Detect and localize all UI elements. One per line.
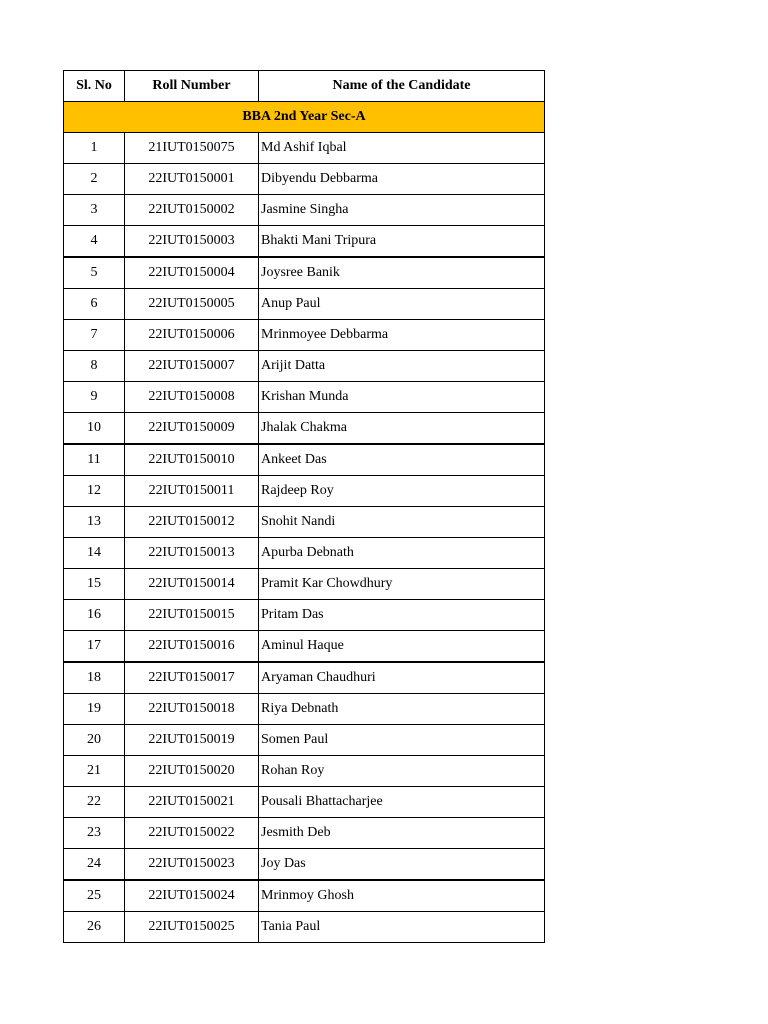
row-candidate-name: Pousali Bhattacharjee [259, 787, 545, 818]
table-row [64, 507, 545, 538]
row-roll-number: 22IUT0150001 [125, 164, 259, 195]
section-row [64, 102, 545, 133]
row-sl-no: 10 [64, 413, 125, 445]
table-row [64, 849, 545, 881]
row-roll-number: 22IUT0150020 [125, 756, 259, 787]
table-row [64, 382, 545, 413]
table-row [64, 413, 545, 445]
row-sl-no: 22 [64, 787, 125, 818]
row-roll-number: 22IUT0150011 [125, 476, 259, 507]
table-row [64, 195, 545, 226]
header-row [64, 71, 545, 102]
table-row [64, 538, 545, 569]
row-candidate-name: Ankeet Das [259, 444, 545, 476]
row-sl-no: 12 [64, 476, 125, 507]
table-row [64, 320, 545, 351]
row-sl-no: 15 [64, 569, 125, 600]
row-roll-number: 22IUT0150022 [125, 818, 259, 849]
table-row [64, 787, 545, 818]
row-sl-no: 19 [64, 694, 125, 725]
row-sl-no: 26 [64, 912, 125, 943]
table-row [64, 569, 545, 600]
table-row [64, 694, 545, 725]
row-candidate-name: Aryaman Chaudhuri [259, 662, 545, 694]
row-candidate-name: Somen Paul [259, 725, 545, 756]
row-roll-number: 22IUT0150018 [125, 694, 259, 725]
row-candidate-name: Rohan Roy [259, 756, 545, 787]
row-roll-number: 22IUT0150013 [125, 538, 259, 569]
row-roll-number: 22IUT0150012 [125, 507, 259, 538]
table-row [64, 164, 545, 195]
row-roll-number: 22IUT0150024 [125, 880, 259, 912]
row-roll-number: 22IUT0150002 [125, 195, 259, 226]
row-roll-number: 22IUT0150006 [125, 320, 259, 351]
table-row [64, 476, 545, 507]
row-roll-number: 22IUT0150017 [125, 662, 259, 694]
row-candidate-name: Mrinmoyee Debbarma [259, 320, 545, 351]
row-roll-number: 22IUT0150005 [125, 289, 259, 320]
table-row [64, 756, 545, 787]
row-roll-number: 22IUT0150004 [125, 257, 259, 289]
row-candidate-name: Anup Paul [259, 289, 545, 320]
row-candidate-name: Jasmine Singha [259, 195, 545, 226]
row-roll-number: 22IUT0150023 [125, 849, 259, 881]
table-row [64, 226, 545, 258]
row-roll-number: 22IUT0150008 [125, 382, 259, 413]
row-sl-no: 11 [64, 444, 125, 476]
row-candidate-name: Joysree Banik [259, 257, 545, 289]
row-sl-no: 13 [64, 507, 125, 538]
row-candidate-name: Jesmith Deb [259, 818, 545, 849]
row-sl-no: 21 [64, 756, 125, 787]
row-candidate-name: Jhalak Chakma [259, 413, 545, 445]
row-sl-no: 23 [64, 818, 125, 849]
table-body [64, 102, 545, 943]
row-sl-no: 16 [64, 600, 125, 631]
table-row [64, 725, 545, 756]
row-roll-number: 22IUT0150014 [125, 569, 259, 600]
row-candidate-name: Joy Das [259, 849, 545, 881]
table-row [64, 662, 545, 694]
row-sl-no: 5 [64, 257, 125, 289]
header-candidate-name: Name of the Candidate [259, 71, 545, 102]
section-title: BBA 2nd Year Sec-A [64, 102, 545, 133]
row-roll-number: 22IUT0150021 [125, 787, 259, 818]
row-roll-number: 22IUT0150019 [125, 725, 259, 756]
candidate-table [63, 70, 545, 943]
row-sl-no: 3 [64, 195, 125, 226]
row-sl-no: 24 [64, 849, 125, 881]
row-candidate-name: Snohit Nandi [259, 507, 545, 538]
row-candidate-name: Bhakti Mani Tripura [259, 226, 545, 258]
table-row [64, 818, 545, 849]
row-candidate-name: Riya Debnath [259, 694, 545, 725]
row-roll-number: 21IUT0150075 [125, 133, 259, 164]
row-sl-no: 6 [64, 289, 125, 320]
row-sl-no: 25 [64, 880, 125, 912]
row-candidate-name: Apurba Debnath [259, 538, 545, 569]
row-sl-no: 7 [64, 320, 125, 351]
row-candidate-name: Mrinmoy Ghosh [259, 880, 545, 912]
table-row [64, 289, 545, 320]
table-row [64, 133, 545, 164]
table-row [64, 880, 545, 912]
table-row [64, 257, 545, 289]
header-sl-no: Sl. No [64, 71, 125, 102]
row-candidate-name: Aminul Haque [259, 631, 545, 663]
table-row [64, 600, 545, 631]
row-roll-number: 22IUT0150010 [125, 444, 259, 476]
row-candidate-name: Tania Paul [259, 912, 545, 943]
row-candidate-name: Pritam Das [259, 600, 545, 631]
row-candidate-name: Dibyendu Debbarma [259, 164, 545, 195]
row-roll-number: 22IUT0150009 [125, 413, 259, 445]
table-row [64, 912, 545, 943]
row-candidate-name: Arijit Datta [259, 351, 545, 382]
table-row [64, 444, 545, 476]
row-sl-no: 9 [64, 382, 125, 413]
row-candidate-name: Krishan Munda [259, 382, 545, 413]
row-roll-number: 22IUT0150015 [125, 600, 259, 631]
table-row [64, 631, 545, 663]
row-candidate-name: Rajdeep Roy [259, 476, 545, 507]
table-row [64, 351, 545, 382]
row-roll-number: 22IUT0150003 [125, 226, 259, 258]
row-sl-no: 2 [64, 164, 125, 195]
row-candidate-name: Md Ashif Iqbal [259, 133, 545, 164]
row-roll-number: 22IUT0150016 [125, 631, 259, 663]
row-roll-number: 22IUT0150007 [125, 351, 259, 382]
header-roll-number: Roll Number [125, 71, 259, 102]
row-sl-no: 14 [64, 538, 125, 569]
row-sl-no: 1 [64, 133, 125, 164]
row-sl-no: 4 [64, 226, 125, 258]
row-sl-no: 20 [64, 725, 125, 756]
row-sl-no: 8 [64, 351, 125, 382]
candidate-sheet [63, 70, 545, 943]
row-roll-number: 22IUT0150025 [125, 912, 259, 943]
row-sl-no: 18 [64, 662, 125, 694]
row-sl-no: 17 [64, 631, 125, 663]
row-candidate-name: Pramit Kar Chowdhury [259, 569, 545, 600]
